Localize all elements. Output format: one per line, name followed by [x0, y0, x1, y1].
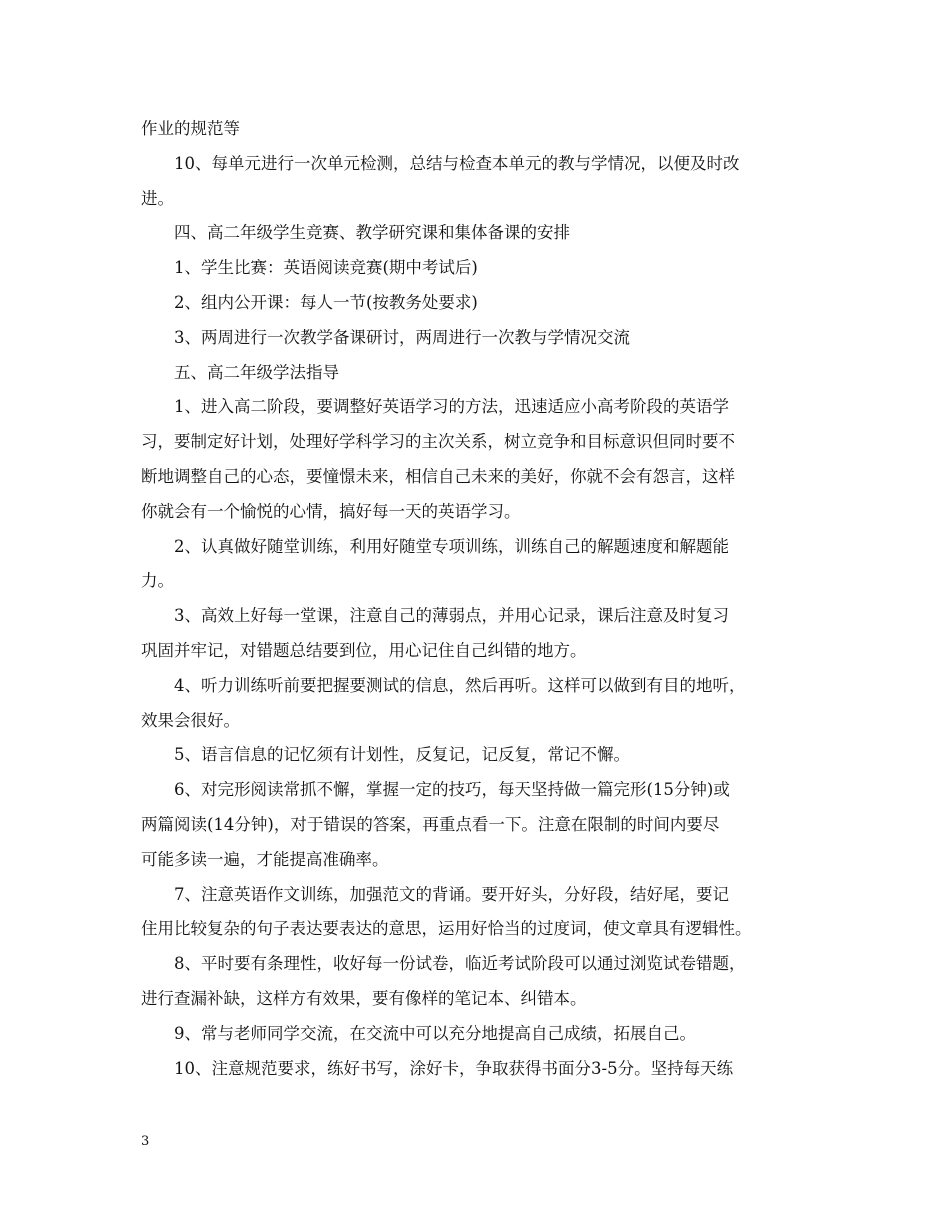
text-line: 3、两周进行一次教学备课研讨，两周进行一次教与学情况交流 — [174, 327, 630, 347]
text-line: 1、学生比赛：英语阅读竞赛(期中考试后) — [174, 258, 478, 278]
body-text — [141, 112, 831, 1086]
text-line: 10、注意规范要求，练好书写，涂好卡，争取获得书面分3-5分。坚持每天练 — [174, 1058, 734, 1078]
text-line: 9、常与老师同学交流，在交流中可以充分地提高自己成绩，拓展自己。 — [174, 1023, 696, 1043]
text-line: 住用比较复杂的句子表达要表达的意思，运用好恰当的过度词，使文章具有逻辑性。 — [141, 919, 752, 939]
text-line: 10、每单元进行一次单元检测，总结与检查本单元的教与学情况，以便及时改 — [174, 153, 740, 173]
text-line: 2、认真做好随堂训练，利用好随堂专项训练，训练自己的解题速度和解题能 — [174, 536, 729, 556]
text-line: 效果会很好。 — [141, 710, 240, 730]
text-line: 五、高二年级学法指导 — [174, 362, 339, 382]
text-line: 5、语言信息的记忆须有计划性，反复记，记反复，常记不懈。 — [174, 745, 630, 765]
text-line: 3、高效上好每一堂课，注意自己的薄弱点，并用心记录，课后注意及时复习 — [174, 606, 729, 626]
text-line: 2、组内公开课：每人一节(按教务处要求) — [174, 292, 478, 312]
text-line: 力。 — [141, 571, 174, 591]
text-line: 断地调整自己的心态，要憧憬未来，相信自己未来的美好，你就不会有怨言，这样 — [141, 466, 735, 486]
page-number: 3 — [141, 1134, 150, 1149]
text-line: 8、平时要有条理性，收好每一份试卷，临近考试阶段可以通过浏览试卷错题， — [174, 954, 746, 974]
text-line: 1、进入高二阶段，要调整好英语学习的方法，迅速适应小高考阶段的英语学 — [174, 397, 729, 417]
text-line: 你就会有一个愉悦的心情，搞好每一天的英语学习。 — [141, 501, 521, 521]
text-line: 四、高二年级学生竞赛、教学研究课和集体备课的安排 — [174, 223, 570, 243]
text-line: 可能多读一遍，才能提高准确率。 — [141, 849, 389, 869]
text-line: 作业的规范等 — [141, 119, 240, 138]
text-line: 6、对完形阅读常抓不懈，掌握一定的技巧，每天坚持做一篇完形(15分钟)或 — [174, 780, 730, 800]
text-line: 4、听力训练听前要把握要测试的信息，然后再听。这样可以做到有目的地听， — [174, 675, 746, 695]
text-line: 进。 — [141, 188, 174, 208]
text-line: 习，要制定好计划，处理好学科学习的主次关系，树立竞争和目标意识但同时要不 — [141, 432, 735, 452]
text-line: 进行查漏补缺，这样方有效果，要有像样的笔记本、纠错本。 — [141, 988, 587, 1008]
text-line: 两篇阅读(14分钟)，对于错误的答案，再重点看一下。注意在限制的时间内要尽 — [141, 814, 720, 834]
text-line: 7、注意英语作文训练，加强范文的背诵。要开好头，分好段，结好尾，要记 — [174, 884, 729, 904]
text-line: 巩固并牢记，对错题总结要到位，用心记住自己纠错的地方。 — [141, 640, 587, 660]
